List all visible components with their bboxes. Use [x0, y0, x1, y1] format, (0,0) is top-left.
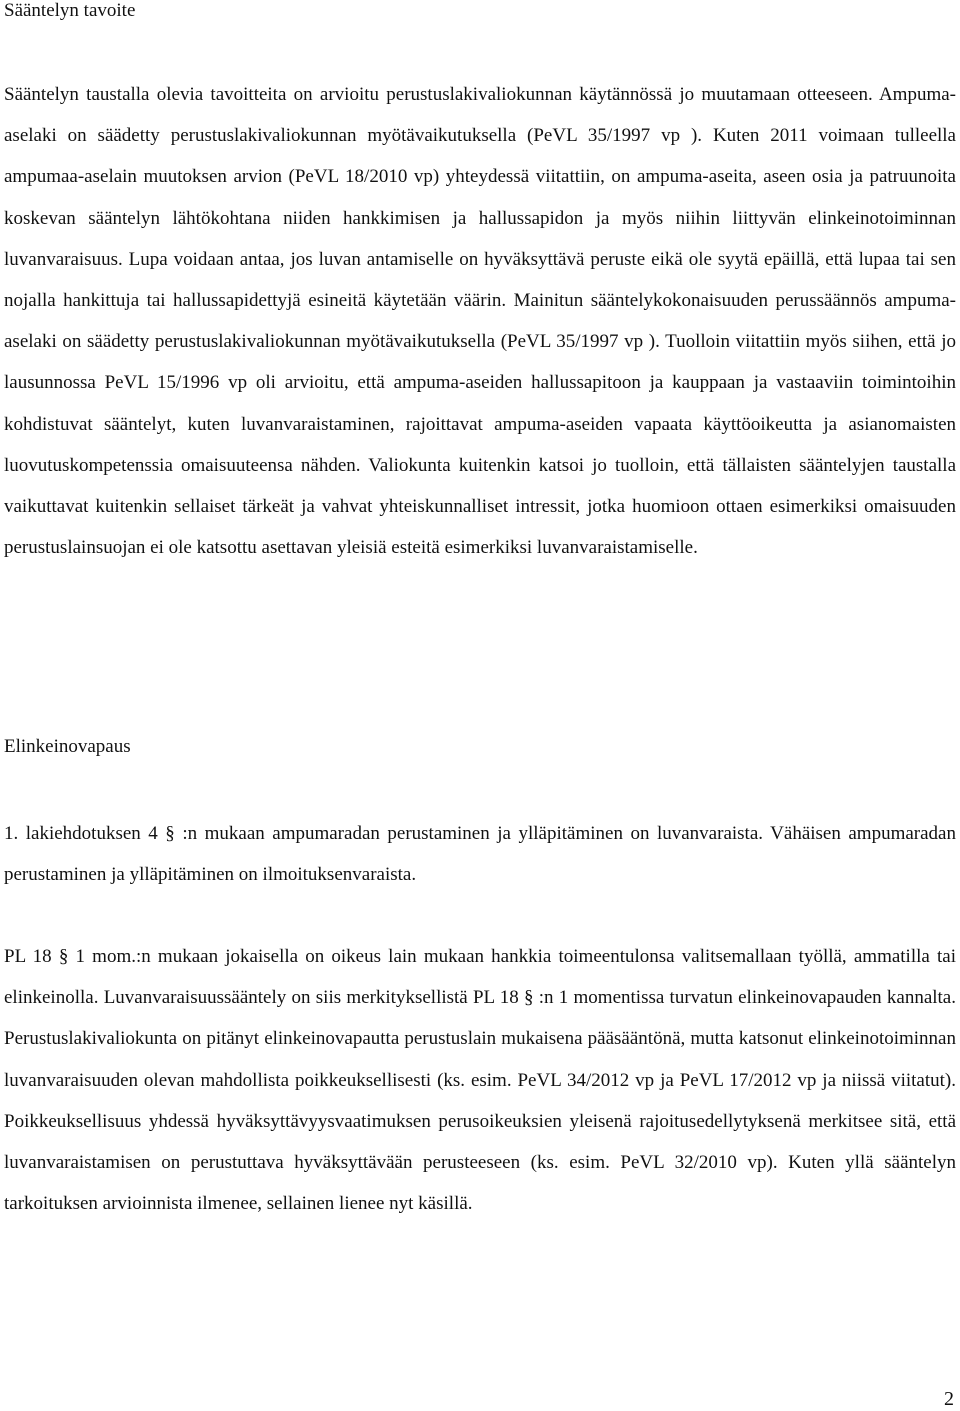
page-number: 2 [944, 1388, 954, 1410]
section-paragraph-saantelyn-tavoite: Sääntelyn taustalla olevia tavoitteita on arvioitu perustuslakivaliokunnan käytännössä jo muutamaan otteeseen. Ampuma-aselaki on säädetty perustuslakivaliokunnan myötävaikutuksella (PeVL 35/1997 vp ). Kuten 2011 voimaan tulleella ampumaa-aselain muutoksen arvion (PeVL 18/2010 vp) yhteydessä viitattiin, on ampuma-aseita, aseen osia ja patruunoita koskevan sääntelyn lähtökohtana niiden hankkimisen ja hallussapidon ja myös niihin liittyvän elinkeinotoiminnan luvanvaraisuus. Lupa voidaan antaa, jos luvan antamiselle on hyväksyttävä peruste eikä ole syytä epäillä, että lupaa tai sen nojalla hankittuja tai hallussapidettyjä esineitä käytetään väärin. Mainitun sääntelykokonaisuuden perussäännös ampuma-aselaki on säädetty perustuslakivaliokunnan myötävaikutuksella (PeVL 35/1997 vp ). Tuolloin viitattiin myös siihen, että jo lausunnossa PeVL 15/1996 vp oli arvioitu, että ampuma-aseiden hallussapitoon ja kauppaan ja vastaaviin toimintoihin kohdistuvat sääntelyt, kuten luvanvaraistaminen, rajoittavat ampuma-aseiden vapaata käyttöoikeutta ja asianomaisten luovutuskompetenssia omaisuuteensa nähden. Valiokunta kuitenkin katsoi jo tuolloin, että tällaisten sääntelyjen taustalla vaikuttavat kuitenkin sellaiset tärkeät ja vahvat yhteiskunnalliset intressit, jotka huomioon ottaen esimerkiksi omaisuuden perustuslainsuojan ei ole katsottu asettavan yleisiä esteitä esimerkiksi luvanvaraistamiselle. [4, 84, 956, 559]
section-paragraph-elinkeinovapaus: PL 18 § 1 mom.:n mukaan jokaisella on oikeus lain mukaan hankkia toimeentulonsa valitsemallaan työllä, ammatilla tai elinkeinolla. Luvanvaraisuussääntely on siis merkityksellistä PL 18 § :n 1 momentissa turvatun elinkeinovapauden kannalta. Perustuslakivaliokunta on pitänyt elinkeinovapautta perustuslain mukaisena pääsääntönä, mutta katsonut elinkeinotoiminnan luvanvaraisuuden olevan mahdollista poikkeuksellisesti (ks. esim. PeVL 34/2012 vp ja PeVL 17/2012 vp ja niissä viitatut). Poikkeuksellisuus yhdessä hyväksyttävyysvaatimuksen perusoikeuksien yleisenä rajoitusedellytyksenä merkitsee sitä, että luvanvaraistamisen on perustuttava hyväksyttävään perusteeseen (ks. esim. PeVL 32/2010 vp). Kuten yllä sääntelyn tarkoituksen arvioinnista ilmenee, sellainen lienee nyt käsillä. [4, 946, 956, 1215]
section-heading-elinkeinovapaus: Elinkeinovapaus [4, 736, 131, 757]
section-paragraph-ampumarata: 1. lakiehdotuksen 4 § :n mukaan ampumaradan perustaminen ja ylläpitäminen on luvanvaraista. Vähäisen ampumaradan perustaminen ja ylläpitäminen on ilmoituksenvaraista. [4, 823, 956, 885]
section-heading-saantelyn-tavoite: Sääntelyn tavoite [4, 0, 136, 21]
